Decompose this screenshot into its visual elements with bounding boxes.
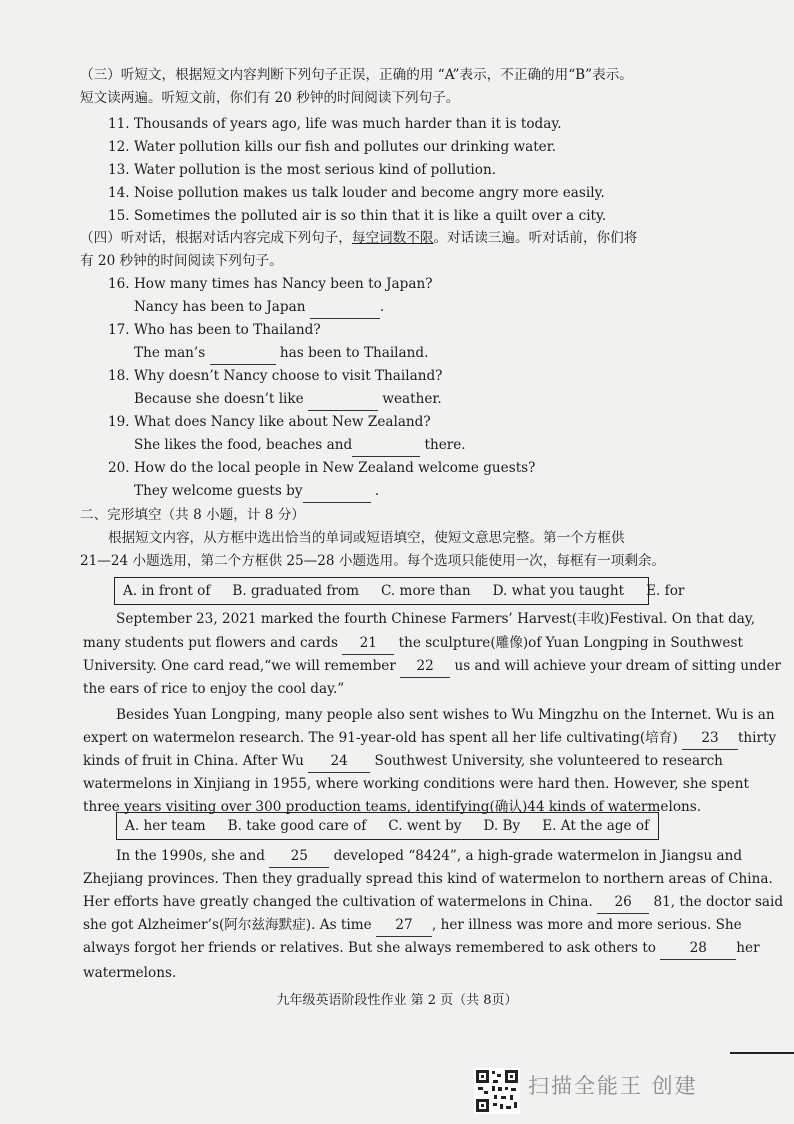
word-box-1: [114, 577, 685, 605]
answer-20-blank[interactable]: [303, 480, 371, 503]
answer-16: Nancy has been to Japan .: [134, 296, 384, 319]
cloze-instruction-line2: 21—24 小题选用，第二个方框供 25—28 小题选用。每个选项只能使用一次，每框有一项剩余。: [80, 553, 666, 569]
cloze-instruction-line1: 根据短文内容，从方框中选出恰当的单词或短语填空，使短文意思完整。第一个方框供: [108, 530, 625, 546]
option-box2-a: A. her team: [125, 818, 206, 834]
passage-text: , her illness was more and more serious. She: [431, 917, 742, 933]
answer-18: [134, 388, 442, 411]
passage-p2-line1: Besides Yuan Longping, many people also sent wishes to Wu Mingzhu on the Internet. Wu is an: [116, 707, 775, 723]
passage-text: she got Alzheimer’s(阿尔兹海默症). As time: [83, 917, 372, 933]
answer-16-text: Nancy has been to Japan: [134, 299, 306, 315]
answer-17-text-after: has been to Thailand.: [279, 345, 429, 361]
passage-p3-line3: [83, 891, 783, 914]
option-box1-b: B. graduated from: [232, 583, 359, 599]
passage-p2-line5: three years visiting over 300 production teams, identifying(确认)44 kinds of watermelons.: [83, 799, 702, 815]
passage-p2-line2: [83, 727, 776, 750]
cloze-title: 二、完形填空（共 8 小题，计 8 分）: [80, 507, 305, 523]
blank-23[interactable]: 23: [682, 727, 738, 750]
passage-text: kinds of fruit in China. After Wu: [83, 753, 304, 769]
passage-text: In the 1990s, she and: [116, 848, 265, 864]
blank-27[interactable]: 27: [376, 914, 432, 937]
answer-16-blank[interactable]: [310, 296, 380, 319]
answer-20-text-before: They welcome guests by: [134, 483, 303, 499]
answer-17: [134, 342, 428, 365]
section4-instr-emphasis: 每空词数不限: [351, 230, 434, 246]
option-box1-e: E. for: [646, 583, 685, 599]
blank-24[interactable]: 24: [308, 750, 370, 773]
passage-p1-line3: [83, 655, 781, 678]
passage-text: the sculpture(雕像)of Yuan Longping in Southwest: [398, 635, 743, 651]
passage-text: many students put flowers and cards: [83, 635, 338, 651]
passage-text: always forgot her friends or relatives. But she always remembered to ask others to: [83, 940, 656, 956]
answer-17-blank[interactable]: [210, 342, 276, 365]
answer-18-blank[interactable]: [308, 388, 378, 411]
statement-15: 15. Sometimes the polluted air is so thin that it is like a quilt over a city.: [108, 208, 607, 224]
passage-p3-line2: Zhejiang provinces. Then they gradually spread this kind of watermelon to northern areas of China.: [83, 871, 773, 887]
passage-text: us and will achieve your dream of sitting under: [454, 658, 781, 674]
question-17: 17. Who has been to Thailand?: [108, 322, 321, 338]
passage-text: University. One card read,“we will remember: [83, 658, 396, 674]
question-18: 18. Why doesn’t Nancy choose to visit Thailand?: [108, 368, 443, 384]
section3-instruction-line2: 短文读两遍。听短文前，你们有 20 秒钟的时间阅读下列句子。: [80, 90, 460, 106]
answer-19: [134, 434, 466, 457]
blank-25[interactable]: 25: [269, 845, 329, 868]
qr-code-icon: [474, 1068, 520, 1114]
page-footer: 九年级英语阶段性作业 第 2 页（共 8页）: [276, 993, 518, 1008]
blank-21[interactable]: 21: [342, 632, 394, 655]
question-16: 16. How many times has Nancy been to Japan?: [108, 276, 433, 292]
passage-p2-line4: watermelons in Xinjiang in 1955, where working conditions were hard then. However, she spent: [83, 776, 749, 792]
word-box-2: [116, 812, 659, 840]
passage-text: expert on watermelon research. The 91-year-old has spent all her life cultivating(培育): [83, 730, 678, 746]
passage-text: developed “8424”, a high-grade watermelon in Jiangsu and: [333, 848, 743, 864]
passage-p1-line1: September 23, 2021 marked the fourth Chinese Farmers’ Harvest(丰收)Festival. On that day,: [116, 611, 756, 627]
blank-22[interactable]: 22: [400, 655, 450, 678]
scanner-watermark: 扫描全能王 创建: [528, 1074, 698, 1098]
passage-p1-line4: the ears of rice to enjoy the cool day.”: [83, 681, 345, 697]
answer-20: [134, 480, 379, 503]
blank-28[interactable]: 28: [660, 937, 736, 960]
option-box2-d: D. By: [483, 818, 521, 834]
answer-18-text-before: Because she doesn’t like: [134, 391, 304, 407]
statement-14: 14. Noise pollution makes us talk louder and become angry more easily.: [108, 185, 605, 201]
passage-p1-line2: [83, 632, 743, 655]
section4-instruction-line1: [80, 227, 637, 249]
answer-18-text-after: weather.: [382, 391, 442, 407]
statement-13: 13. Water pollution is the most serious kind of pollution.: [108, 162, 497, 178]
passage-text: Her efforts have greatly changed the cultivation of watermelons in China.: [83, 894, 593, 910]
blank-26[interactable]: 26: [597, 891, 649, 914]
statement-11: 11. Thousands of years ago, life was much harder than it is today.: [108, 116, 562, 132]
passage-p3-line6: watermelons.: [83, 965, 177, 981]
divider-line: [730, 1052, 794, 1054]
passage-text: 81, the doctor said: [653, 894, 784, 910]
passage-p2-line3: [83, 750, 723, 773]
answer-19-text-before: She likes the food, beaches and: [134, 437, 353, 453]
option-box1-a: A. in front of: [123, 583, 211, 599]
passage-text: her: [736, 940, 760, 956]
section4-instr-part1: （四）听对话，根据对话内容完成下列句子，: [80, 230, 352, 246]
option-box2-b: B. take good care of: [227, 818, 367, 834]
passage-p3-line1: [116, 845, 742, 868]
answer-19-text-after: there.: [424, 437, 466, 453]
question-20: 20. How do the local people in New Zealand welcome guests?: [108, 460, 536, 476]
answer-19-blank[interactable]: [352, 434, 420, 457]
option-box1-c: C. more than: [381, 583, 471, 599]
question-19: 19. What does Nancy like about New Zealand?: [108, 414, 431, 430]
passage-p3-line5: [83, 937, 760, 960]
passage-text: thirty: [737, 730, 777, 746]
answer-17-text-before: The man’s: [134, 345, 206, 361]
passage-text: Southwest University, she volunteered to research: [374, 753, 723, 769]
section4-instruction-line2: 有 20 秒钟的时间阅读下列句子。: [80, 253, 283, 269]
option-box1-d: D. what you taught: [492, 583, 625, 599]
option-box2-c: C. went by: [388, 818, 462, 834]
passage-p3-line4: [83, 914, 742, 937]
section4-instr-part2: 。对话读三遍。听对话前，你们将: [433, 230, 638, 246]
statement-12: 12. Water pollution kills our fish and pollutes our drinking water.: [108, 139, 557, 155]
option-box2-e: E. At the age of: [542, 818, 650, 834]
answer-20-text-after: .: [374, 483, 380, 499]
section3-instruction-line1: （三）听短文，根据短文内容判断下列句子正误，正确的用 “A”表示，不正确的用“B”表示。: [80, 67, 633, 83]
